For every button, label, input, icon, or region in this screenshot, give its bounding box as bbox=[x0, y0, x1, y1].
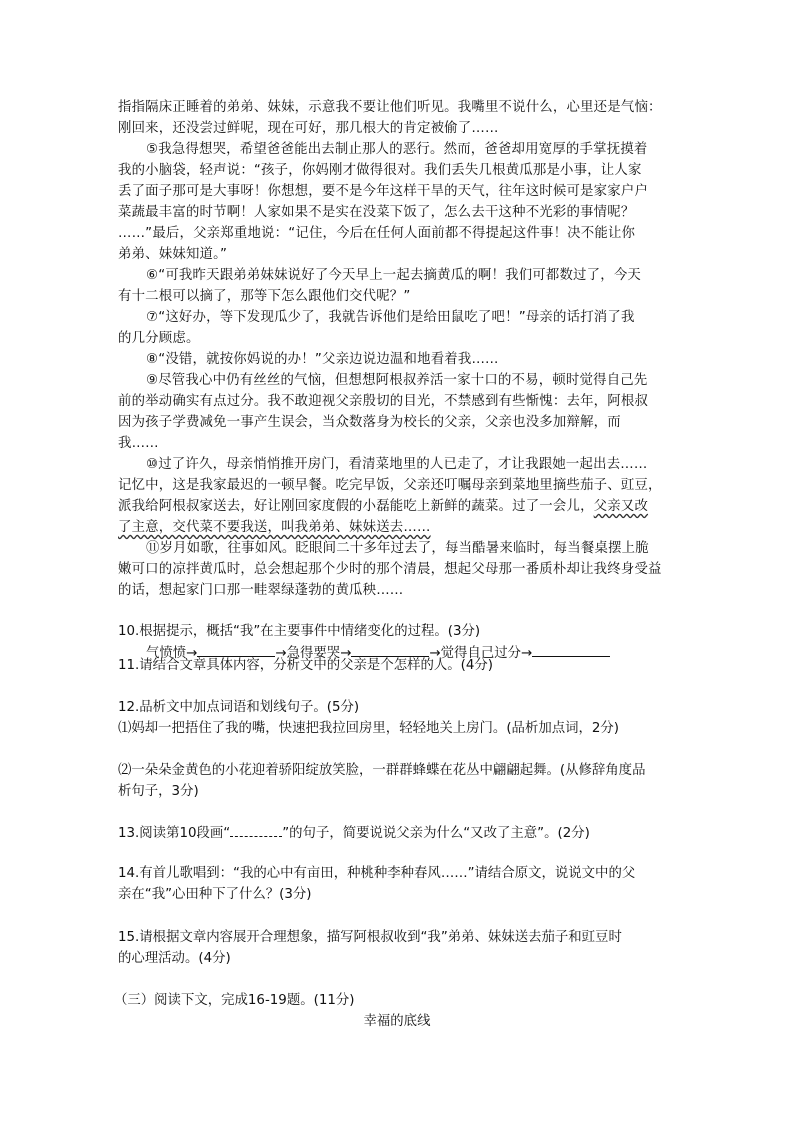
passage-line: 刚回来，还没尝过鲜呢，现在可好，那几根大的肯定被偷了…… bbox=[118, 121, 499, 136]
question-text-part: 13.阅读第10段画“ bbox=[118, 826, 231, 841]
paragraph-5 bbox=[118, 139, 668, 265]
question-text: 12.品析文中加点词语和划线句子。(5分) bbox=[118, 700, 360, 715]
paragraph-10 bbox=[118, 454, 668, 538]
paragraph-line: 我的小脑袋，轻声说：“孩子，你妈刚才做得很对。我们丢失几根黄瓜那是小事，让人家 bbox=[118, 163, 642, 178]
paragraph-11 bbox=[118, 538, 668, 601]
chain-step: →觉得自己过分→ bbox=[429, 646, 533, 661]
paragraph-line: ⑧“没错，就按你妈说的办！”父亲边说边温和地看着我…… bbox=[146, 352, 499, 367]
wavy-underlined-sentence: 父亲又改 bbox=[593, 499, 649, 514]
question-text: 11.请结合文章具体内容，分析文中的父亲是个怎样的人。(4分) bbox=[118, 658, 494, 673]
wavy-line-marker bbox=[230, 824, 282, 837]
question-15 bbox=[118, 927, 678, 969]
article-title: 幸福的底线 bbox=[363, 1014, 431, 1029]
paragraph-line: 嫩可口的凉拌黄瓜时，总会想起那个少时的那个清晨，想起父母那一番质朴却让我终身受益 bbox=[118, 562, 662, 577]
wavy-underlined-sentence: 了主意，交代菜不要我送，叫我弟弟、妹妹送去…… bbox=[118, 520, 431, 535]
paragraph-line: 我…… bbox=[118, 436, 159, 451]
paragraph-line: 前的举动确实有点过分。我不敢迎视父亲殷切的目光，不禁感到有些惭愧：去年，阿根叔 bbox=[118, 394, 649, 409]
question-subpart: ⑴妈却一把捂住了我的嘴，快速把我拉回房里，轻轻地关上房门。(品析加点词，2分) bbox=[118, 721, 620, 736]
section-3-intro bbox=[114, 990, 674, 1011]
section-heading: （三）阅读下文，完成16-19题。(11分) bbox=[114, 993, 355, 1008]
paragraph-8 bbox=[118, 349, 668, 370]
question-subpart: ⑵一朵朵金黄色的小花迎着骄阳绽放笑脸，一群群蜂蝶在花丛中翩翩起舞。(从修辞角度品 bbox=[118, 763, 646, 778]
question-subpart: 析句子，3分) bbox=[118, 784, 199, 799]
question-13 bbox=[118, 823, 678, 844]
question-text: 的心理活动。(4分) bbox=[118, 951, 231, 966]
paragraph-9 bbox=[118, 370, 668, 454]
paragraph-line: ……”最后，父亲郑重地说：“记住，今后在任何人面前都不得提起这件事！决不能让你 bbox=[118, 226, 636, 241]
paragraph-line: ⑩过了许久，母亲悄悄推开房门，看清菜地里的人已走了，才让我跟她一起出去…… bbox=[146, 457, 648, 472]
paragraph-6 bbox=[118, 265, 668, 307]
question-12 bbox=[118, 697, 678, 739]
paragraph-line: 弟弟、妹妹知道。” bbox=[118, 247, 228, 262]
paragraph-line: 因为孩子学费减免一事产生误会，当众数落身为校长的父亲，父亲也没多加辩解，而 bbox=[118, 415, 621, 430]
question-text bbox=[118, 823, 678, 844]
paragraph-line: ⑪岁月如歌，往事如风。眨眼间二十多年过去了，每当酷暑来临时，每当餐桌摆上脆 bbox=[146, 541, 649, 556]
question-text: 10.根据提示，概括“我”在主要事件中情绪变化的过程。(3分) bbox=[118, 624, 481, 639]
paragraph-line: ⑨尽管我心中仍有丝丝的气恼，但想想阿根叔养活一家十口的不易，顿时觉得自己先 bbox=[146, 373, 648, 388]
question-12-part-2 bbox=[118, 760, 678, 802]
passage-line: 指指隔床正睡着的弟弟、妹妹，示意我不要让他们听见。我嘴里不说什么，心里还是气恼： bbox=[118, 100, 662, 115]
question-text: 15.请根据文章内容展开合理想象，描写阿根叔收到“我”弟弟、妹妹送去茄子和豇豆时 bbox=[118, 930, 622, 945]
question-text: 亲在“我”心田种下了什么？(3分) bbox=[118, 887, 312, 902]
question-11 bbox=[118, 655, 678, 676]
paragraph-line: 菜蔬最丰富的时节啊！人家如果不是实在没菜下饭了，怎么去干这种不光彩的事情呢？ bbox=[118, 205, 635, 220]
paragraph-line: 有十二根可以摘了，那等下怎么跟他们交代呢？” bbox=[118, 289, 411, 304]
chain-step: →急得要哭→ bbox=[275, 646, 352, 661]
paragraph-line: ⑦“这好办，等下发现瓜少了，我就告诉他们是给田鼠吃了吧！”母亲的话打消了我 bbox=[146, 310, 635, 325]
question-text: 14.有首儿歌唱到：“我的心中有亩田，种桃种李种春风……”请结合原文，说说文中的父 bbox=[118, 866, 636, 881]
paragraph-7 bbox=[118, 307, 668, 349]
question-14 bbox=[118, 863, 678, 905]
chain-step: 气愤愤→ bbox=[146, 646, 198, 661]
paragraph-line: ⑥“可我昨天跟弟弟妹妹说好了今天早上一起去摘黄瓜的啊！我们可都数过了，今天 bbox=[146, 268, 642, 283]
paragraph-line: 的话，想起家门口那一畦翠绿蓬勃的黄瓜秧…… bbox=[118, 583, 404, 598]
paragraph-line: ⑤我急得想哭，希望爸爸能出去制止那人的恶行。然而，爸爸却用宽厚的手掌抚摸着 bbox=[146, 142, 648, 157]
paragraph-line: 丢了面子那可是大事呀！你想想，要不是今年这样干旱的天气，往年这时候可是家家户户 bbox=[118, 184, 649, 199]
passage-fragment bbox=[118, 97, 668, 139]
paragraph-line: 记忆中，这是我家最迟的一顿早餐。吃完早饭，父亲还叮嘱母亲到菜地里摘些茄子、豇豆， bbox=[118, 478, 662, 493]
paragraph-line bbox=[118, 496, 668, 517]
paragraph-line: 的几分顾虑。 bbox=[118, 331, 200, 346]
paragraph-line bbox=[118, 517, 668, 538]
paragraph-text: 派我给阿根叔家送去，好让刚回家度假的小磊能吃上新鲜的蔬菜。过了一会儿， bbox=[118, 499, 594, 514]
question-text-part: ”的句子，简要说说父亲为什么“又改了主意”。(2分) bbox=[282, 826, 590, 841]
